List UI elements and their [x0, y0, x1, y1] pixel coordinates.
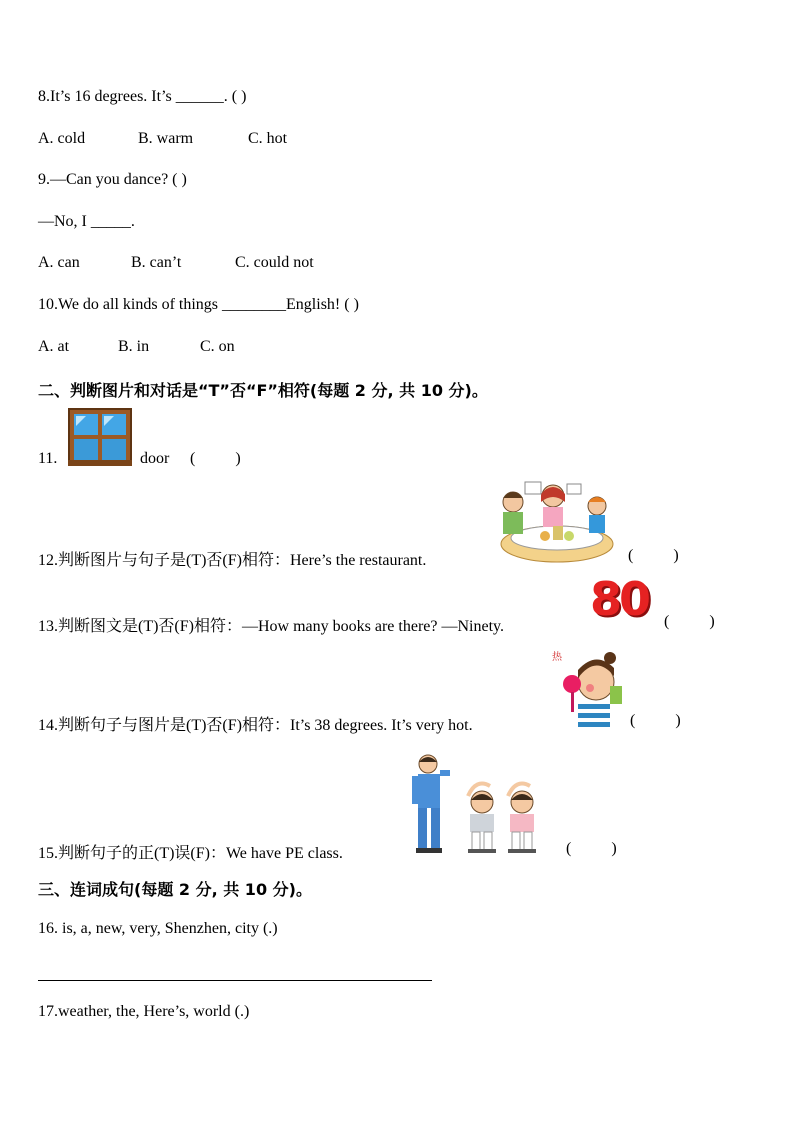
fan-hot-label: 热 [552, 652, 562, 663]
question-8-options [38, 130, 287, 148]
question-10: 10.We do all kinds of things ________English! ( ) [38, 296, 359, 313]
option-b: B. in [118, 338, 150, 355]
question-14: 14.判断句子与图片是(T)否(F)相符：It’s 38 degrees. It’s very hot. [38, 717, 473, 734]
pe-class-picture [406, 752, 546, 856]
question-10-options [38, 338, 235, 356]
question-9-answer-line: —No, I _____. [38, 213, 135, 230]
question-8: 8.It’s 16 degrees. It’s ______. ( ) [38, 88, 247, 105]
question-11-word: door [140, 450, 170, 467]
option-a: A. at [38, 338, 70, 355]
option-c: C. could not [235, 254, 314, 271]
window-picture [68, 408, 132, 466]
option-c: C. hot [248, 130, 288, 147]
question-12: 12.判断图片与句子是(T)否(F)相符：Here’s the restaurant. [38, 552, 427, 569]
option-b: B. warm [138, 130, 194, 147]
question-15-answer-paren[interactable]: ( ) [566, 840, 617, 857]
number-80-picture: 80 [590, 572, 649, 626]
question-11-answer-paren[interactable]: ( ) [190, 450, 241, 467]
section-3-heading: 三、连词成句(每题 2 分, 共 10 分)。 [38, 880, 312, 899]
restaurant-family-picture [497, 478, 617, 564]
question-15: 15.判断句子的正(T)误(F)：We have PE class. [38, 845, 343, 862]
question-11-number: 11. [38, 450, 58, 467]
option-c: C. on [200, 338, 235, 355]
section-2-heading: 二、判断图片和对话是“T”否“F”相符(每题 2 分, 共 10 分)。 [38, 381, 488, 400]
question-9-options [38, 254, 314, 272]
question-14-answer-paren[interactable]: ( ) [630, 712, 681, 729]
option-b: B. can’t [131, 254, 182, 271]
question-13: 13.判断图文是(T)否(F)相符：—How many books are there? —Ninety. [38, 618, 504, 635]
option-a: A. cold [38, 130, 86, 147]
question-17: 17.weather, the, Here’s, world (.) [38, 1003, 250, 1020]
question-16: 16. is, a, new, very, Shenzhen, city (.) [38, 920, 278, 937]
question-12-answer-paren[interactable]: ( ) [628, 547, 679, 564]
question-13-answer-paren[interactable]: ( ) [664, 613, 715, 630]
option-a: A. can [38, 254, 80, 271]
question-16-answer-line[interactable] [38, 980, 432, 981]
question-9: 9.—Can you dance? ( ) [38, 171, 187, 188]
